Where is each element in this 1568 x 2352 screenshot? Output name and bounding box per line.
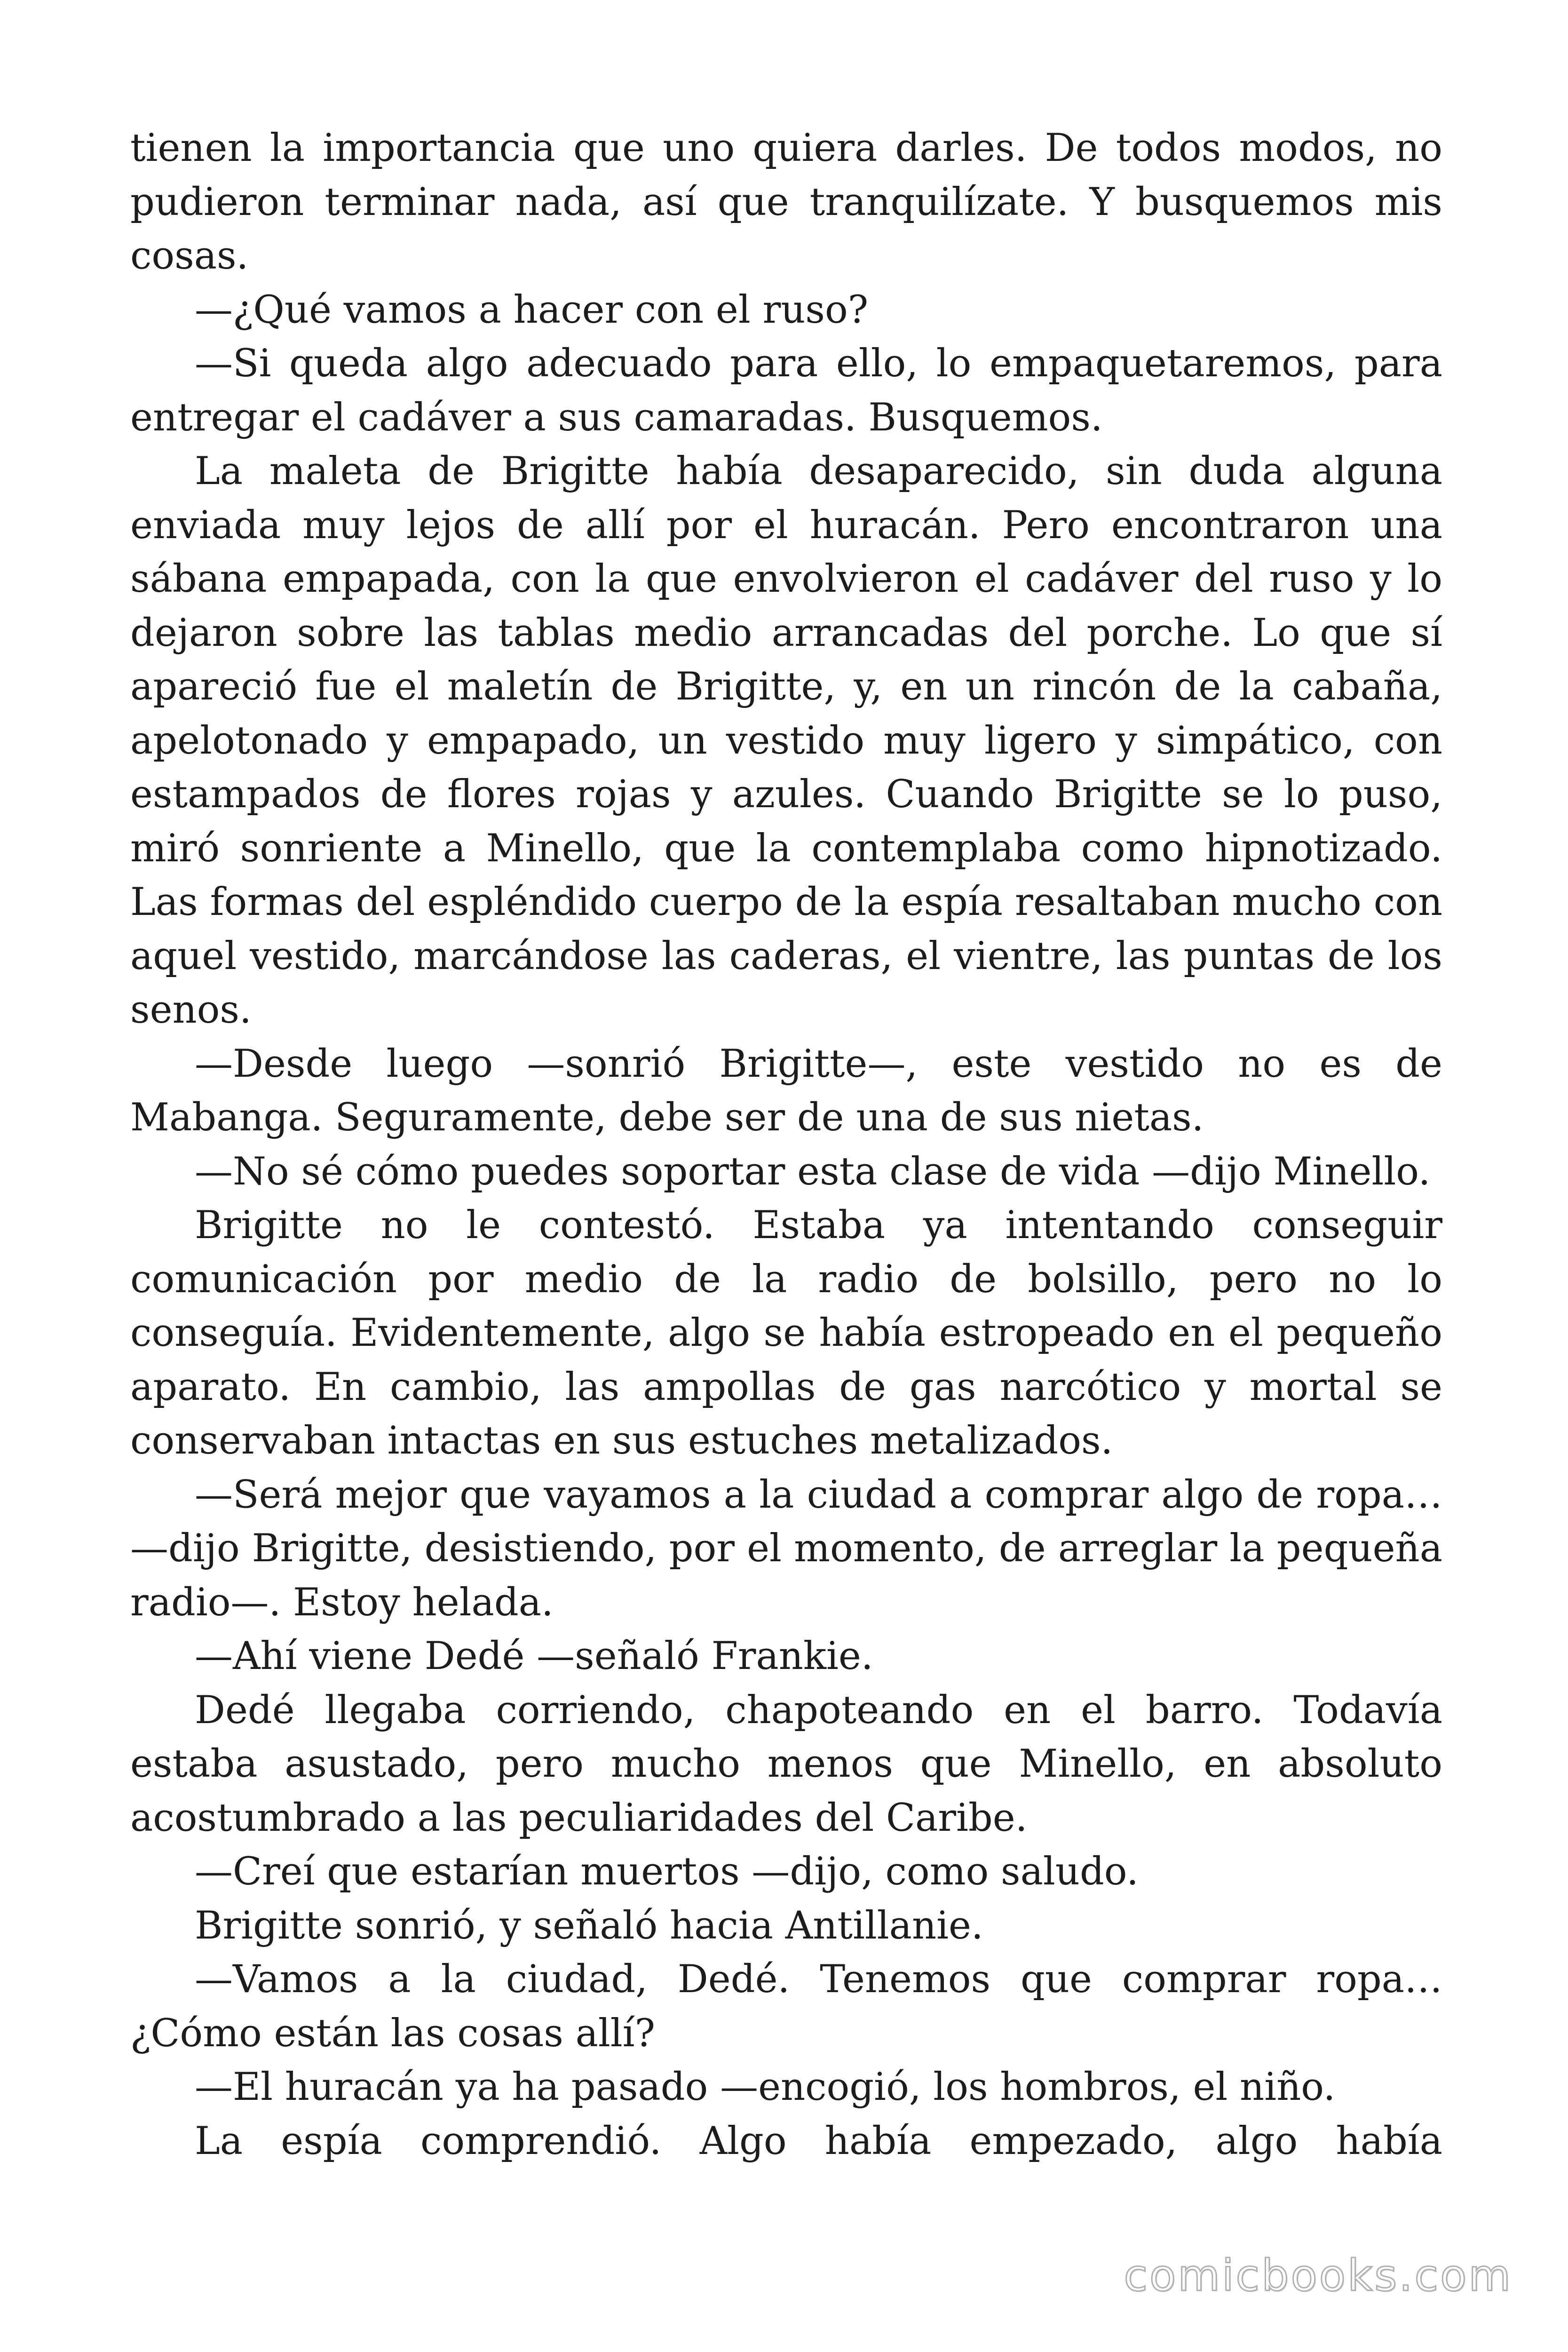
paragraph-14: —El huracán ya ha pasado —encogió, los hombros, el niño. <box>195 2065 1336 2109</box>
paragraph-6: —No sé cómo puedes soportar esta clase de vida —dijo Minello. <box>195 1149 1431 1194</box>
paragraph-15: La espía comprendió. Algo había empezado, algo había <box>195 2119 1442 2163</box>
paragraph-2: —¿Qué vamos a hacer con el ruso? <box>195 287 869 332</box>
paragraph-12: Brigitte sonrió, y señaló hacia Antillanie. <box>195 1903 983 1948</box>
paragraph-7: Brigitte no le contestó. Estaba ya intentando conseguir comunicación por medio de la radio de bolsillo, pero no lo conseguía. Evidentemente, algo se había estropeado en el pequeño aparato. En cambio, las ampollas de gas narcótico y mortal se conservaban intactas en sus estuches metalizados. <box>130 1203 1442 1463</box>
paragraph-1: tienen la importancia que uno quiera darles. De todos modos, no pudieron terminar nada, así que tranquilízate. Y busquemos mis cosas. <box>130 126 1442 278</box>
paragraph-13: —Vamos a la ciudad, Dedé. Tenemos que comprar ropa… ¿Cómo están las cosas allí? <box>130 1957 1442 2056</box>
paragraph-10: Dedé llegaba corriendo, chapoteando en el barro. Todavía estaba asustado, pero mucho menos que Minello, en absoluto acostumbrado a las peculiaridades del Caribe. <box>130 1688 1442 1840</box>
paragraph-4: La maleta de Brigitte había desaparecido, sin duda alguna enviada muy lejos de allí por el huracán. Pero encontraron una sábana empapada, con la que envolvieron el cadáver del ruso y lo dejaron sobre las tablas medio arrancadas del porche. Lo que sí apareció fue el maletín de Brigitte, y, en un rincón de la cabaña, apelotonado y empapado, un vestido muy ligero y simpático, con estampados de flores rojas y azules. Cuando Brigitte se lo puso, miró sonriente a Minello, que la contemplaba como hipnotizado. Las formas del espléndido cuerpo de la espía resaltaban mucho con aquel vestido, marcándose las caderas, el vientre, las puntas de los senos. <box>130 449 1442 1032</box>
paragraph-9: —Ahí viene Dedé —señaló Frankie. <box>195 1634 873 1678</box>
paragraph-11: —Creí que estarían muertos —dijo, como saludo. <box>195 1850 1139 1894</box>
paragraph-8: —Será mejor que vayamos a la ciudad a comprar algo de ropa… —dijo Brigitte, desistiendo, por el momento, de arreglar la pequeña radio—. Estoy helada. <box>130 1472 1442 1625</box>
paragraph-5: —Desde luego —sonrió Brigitte—, este vestido no es de Mabanga. Seguramente, debe ser de una de sus nietas. <box>130 1041 1442 1140</box>
paragraph-3: —Si queda algo adecuado para ello, lo empaquetaremos, para entregar el cadáver a sus camaradas. Busquemos. <box>130 342 1442 440</box>
book-page-text <box>130 121 1442 2168</box>
watermark-logo: comicbooks.com <box>1124 2250 1513 2301</box>
